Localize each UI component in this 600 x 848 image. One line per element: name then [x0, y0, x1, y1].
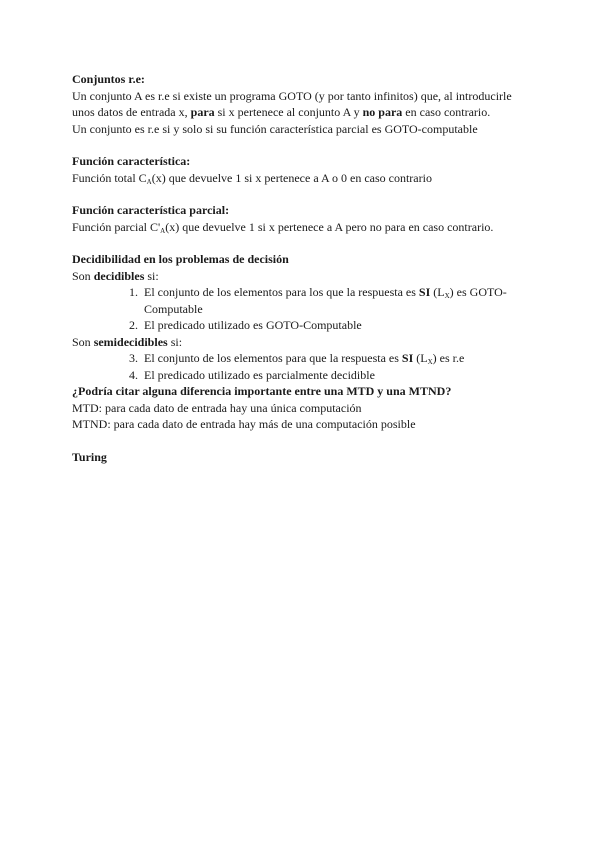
conjuntos-bold-para: para [190, 105, 215, 119]
semidecidibles-line [72, 334, 528, 351]
list-text: El predicado utilizado es parcialmente decidible [144, 367, 375, 382]
document-page [72, 71, 528, 465]
list-item [72, 350, 528, 367]
list-number: 1. [129, 285, 138, 299]
parcial-text-a: Función parcial C' [72, 219, 161, 234]
list-text-c: ) es r.e [432, 351, 465, 365]
decidibles-post: si: [144, 268, 159, 283]
parcial-paragraph [72, 219, 528, 236]
decidibles-list [72, 284, 528, 334]
list-number: 3. [129, 351, 138, 365]
section-title-conjuntos: Conjuntos r.e: [72, 72, 145, 86]
list-text-bold: SI [401, 351, 414, 365]
list-text [144, 350, 528, 367]
semi-bold: semidecidibles [93, 334, 168, 349]
caracteristica-text-a: Función total C [72, 170, 147, 185]
conjuntos-text-c: si x pertenece al conjunto A y [214, 105, 363, 119]
question-heading: ¿Podría citar alguna diferencia importante entre una MTD y una MTND? [72, 384, 452, 398]
list-text-c: ) es GOTO-Computable [144, 285, 507, 316]
list-text: El predicado utilizado es GOTO-Computable [144, 318, 362, 332]
caracteristica-paragraph [72, 170, 528, 187]
list-subscript: X [427, 358, 433, 366]
semidecidibles-list [72, 350, 528, 383]
parcial-subscript: A [160, 226, 166, 235]
decidibles-line [72, 268, 528, 285]
semi-post: si: [167, 334, 183, 349]
semi-pre: Son [72, 334, 94, 349]
caracteristica-subscript: A [146, 177, 152, 186]
list-item [72, 317, 528, 334]
list-item [72, 284, 528, 317]
parcial-text-b: (x) que devuelve 1 si x pertenece a A pero no para en caso contrario. [165, 219, 494, 234]
list-text-bold: SI [418, 285, 431, 299]
mtnd-line: MTND: para cada dato de entrada hay más de una computación posible [72, 417, 416, 431]
list-text [144, 284, 528, 317]
list-subscript: X [444, 292, 450, 300]
conjuntos-text-a: Un conjunto A es r.e si existe un programa GOTO (y por tanto infinitos) que, al introducirle unos datos de entrada x, [72, 88, 512, 119]
conjuntos-paragraph-1 [72, 88, 528, 121]
conjuntos-text-d: en caso contrario. [402, 105, 491, 119]
caracteristica-text-b: (x) que devuelve 1 si x pertenece a A o 0 en caso contrario [151, 170, 432, 185]
list-number: 4. [129, 367, 138, 382]
list-text-a: El conjunto de los elementos para que la respuesta es [144, 351, 402, 365]
decidibles-bold: decidibles [93, 268, 145, 283]
section-title-decidibilidad: Decidibilidad en los problemas de decisión [72, 252, 289, 266]
section-title-parcial: Función característica parcial: [72, 203, 230, 217]
list-item [72, 367, 528, 384]
conjuntos-bold-no-para: no para [362, 105, 403, 119]
list-text-a: El conjunto de los elementos para los que la respuesta es [144, 285, 419, 299]
list-text-b: (L [430, 285, 445, 299]
conjuntos-paragraph-2: Un conjunto es r.e si y solo si su función característica parcial es GOTO-computable [72, 121, 478, 136]
list-number: 2. [129, 318, 138, 332]
mtd-line: MTD: para cada dato de entrada hay una única computación [72, 400, 362, 415]
section-title-turing: Turing [72, 449, 107, 464]
decidibles-pre: Son [72, 268, 94, 283]
section-title-caracteristica: Función característica: [72, 154, 191, 168]
list-text-b: (L [413, 351, 428, 365]
